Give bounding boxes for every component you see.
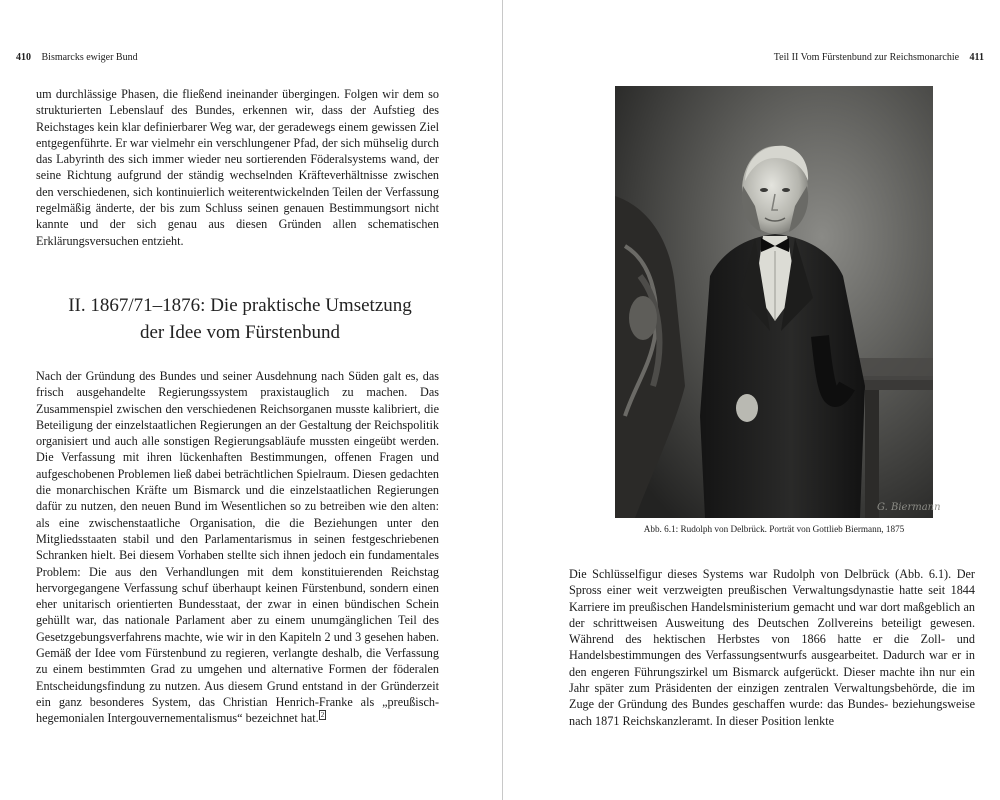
right-page [505, 0, 1000, 800]
left-page-number: 410 [16, 52, 31, 63]
intro-paragraph: um durchlässige Phasen, die fließend ineinander übergingen. Folgen wir dem so strukturierten Lebenslauf des Bundes, erkennen wir, dass der Aufstieg des Reichstages kein klar definierbarer Weg war, der geradewegs einem gewissen Ziel entgegenführte. Er war vielmehr ein verschlungener Pfad, der sich mühselig durch das Labyrinth des sich immer wieder neu sortierenden Föderalsystems wand, der seine Richtung aufgrund der ständig wechselnden Kräfteverhältnisse zwischen den verschiedenen, sich kontinuierlich weiterentwickelnden Teilen der Verfassung regelmäßig änderte, der bis zum Schluss seinen genauen Bestimmungsort nicht kannte und der sich genau aus diesen Gründen allen schematischen Erklärungsversuchen entzieht. [36, 87, 439, 248]
book-gutter [502, 0, 503, 800]
right-page-number: 411 [969, 52, 984, 63]
figure-caption: Abb. 6.1: Rudolph von Delbrück. Porträt von Gottlieb Biermann, 1875 [643, 524, 905, 534]
section-heading [40, 292, 440, 346]
section-paragraph-text: Nach der Gründung des Bundes und seiner Ausdehnung nach Süden galt es, das frisch ausgehandelte Regierungssystem praxistauglich zu machen. Das Zusammenspiel zwischen den verschiedenen Reichsorganen musste kalibriert, die Beteiligung der einzelstaatlichen Regierungen an der Gestaltung der Reichspolitik organisiert und auch alle sonstigen Regierungsabläufe mussten eingeübt werden. Die Verfassung mit ihren lückenhaften Bestimmungen, offenen Fragen und aufgeschobenen Problemen ließ dabei beträchtlichen Spielraum. Diesen gedachten die monarchischen Kräfte um Bismarck und die einzelstaatlichen Regierungen dafür zu nutzen, den neuen Bund im Wesentlichen so zu betreiben wie den alten: als eine zwischenstaatliche Organisation, die die Beziehungen unter den Mitgliedsstaaten stabil und den Parlamentarismus in seinen festgeschriebenen Schranken hielt. Bei diesem Vorhaben stellte sich ihnen jedoch ein fundamentales Problem: Die aus den Verhandlungen mit dem konstituierenden Reichstag hervorgegangene Verfassung schuf überhaupt keinen Fürstenbund, sondern einen eher unitarisch orientierten Bundesstaat, der zwar in einen bündischen Schein gehüllt war, das nationale Parlament aber zu einem unumgänglichen Teil des Gesetzgebungsverfahrens machte, wie wir in den Kapiteln 2 und 3 gesehen haben. Gemäß der Idee vom Fürstenbund zu regieren, verlangte deshalb, die Verfassung zu einem bestimmten Grad zu umgehen und alternative Formen der föderalen Entscheidungsfindung zu nutzen. Aus diesem Grund entstand in der Gründerzeit ein ganz besonderes System, das Christian Henrich-Franke als „preußisch-hegemonialen Intergouvernementalismus“ bezeichnet hat. [36, 369, 439, 726]
left-running-title: Bismarcks ewiger Bund [41, 52, 138, 63]
section-heading-line1: II. 1867/71–1876: Die praktische Umsetzung [68, 295, 412, 316]
portrait-figure [615, 86, 941, 518]
footnote-reference[interactable]: 2 [320, 711, 325, 720]
right-running-head [774, 52, 992, 63]
right-running-title: Teil II Vom Fürstenbund zur Reichsmonarchie [773, 52, 960, 63]
portrait-image [615, 86, 941, 518]
section-heading-line2: der Idee vom Fürstenbund [140, 322, 340, 343]
left-running-head [8, 52, 138, 63]
section-paragraph [36, 368, 439, 727]
right-paragraph: Die Schlüsselfigur dieses Systems war Rudolph von Delbrück (Abb. 6.1). Der Spross einer weit verzweigten preußischen Verwaltungsdynastie hatte seit 1844 Karriere im preußischen Handelsministerium gemacht und war dort maßgeblich an der schrittweisen Ausweitung des Deutschen Zollvereins beteiligt gewesen. Während des hektischen Herbstes von 1866 hatte er die Zoll- und Handelsbestimmungen des Verfassungsentwurfs ausgearbeitet. Dadurch war er in den engeren Führungszirkel um Bismarck aufgerückt. Dieser machte ihn nur ein Jahr später zum Präsidenten der einzigen zentralen Verwaltungsbehörde, die im Zuge der Gründung des Bundes geschaffen wurde: das Bundes- beziehungsweise nach 1871 Reichskanzleramt. In dieser Position lenkte [569, 567, 975, 728]
painter-signature: G. Biermann [877, 502, 941, 513]
